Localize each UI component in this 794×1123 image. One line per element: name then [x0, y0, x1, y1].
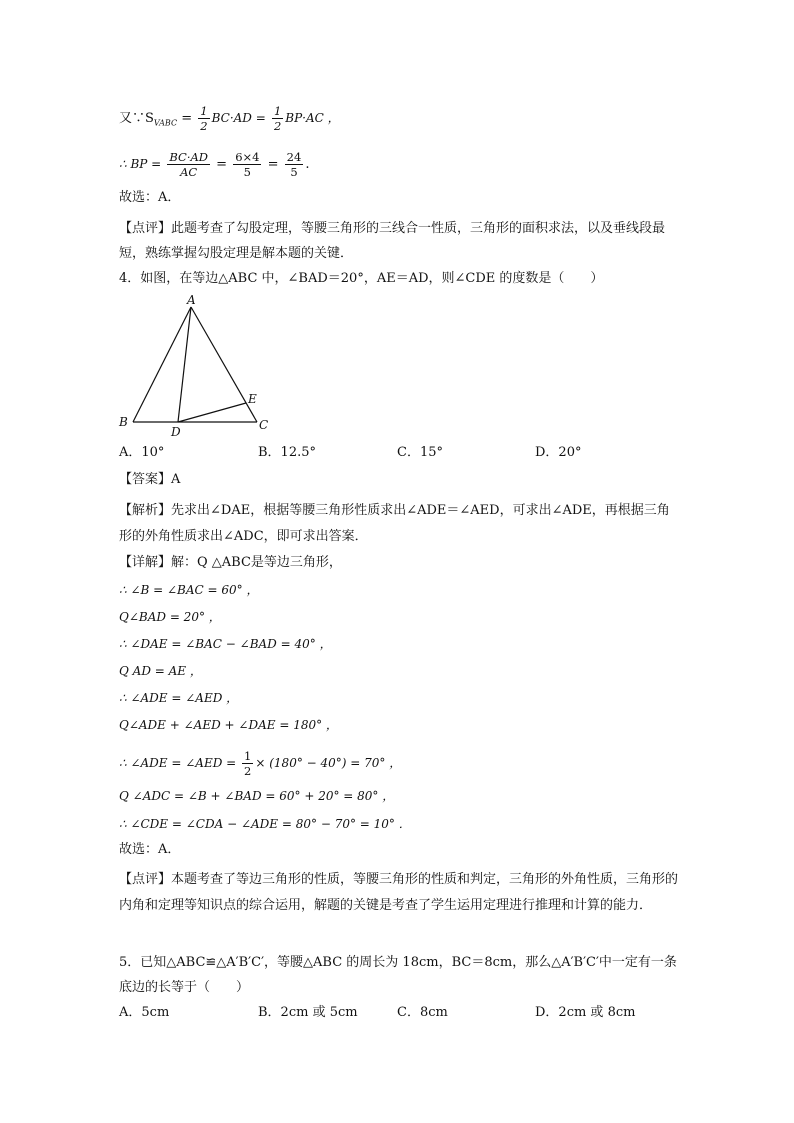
area-formula-line	[119, 104, 340, 133]
q4-choice: 故选：A．	[119, 842, 181, 857]
equals-sign-2: =	[216, 157, 228, 172]
q5-option-c: C．8cm	[397, 1005, 448, 1020]
label-a: A	[187, 293, 196, 307]
q4-analysis: 【解析】先求出∠DAE，根据等腰三角形性质求出∠ADE＝∠AED，可求出∠ADE，再根据三角形的外角性质求出∠ADC，即可求出答案．	[119, 503, 670, 544]
q4-step-5: ∴ ∠ADE = ∠AED ，	[119, 691, 239, 705]
bp-fraction-1: $\frac{BC\cdot AD}{AC}$	[169, 150, 209, 179]
q4-figure	[110, 290, 280, 440]
side-ab	[133, 307, 191, 422]
q5-option-b: B．2cm 或 5cm	[258, 1005, 358, 1020]
label-c: C	[259, 418, 269, 432]
q4-detail-head: 【详解】解：Q △ABC是等边三角形，	[119, 555, 342, 570]
q4-option-b: B．12.5°	[258, 445, 316, 460]
q5-stem: 5．已知△ABC≌△A′B′C′，等腰△ABC 的周长为 18cm，BC＝8cm，那么△A′B′C′中一定有一条底边的长等于（ ）	[119, 955, 677, 995]
bp-formula-line	[119, 150, 309, 179]
q4-answer: 【答案】A	[119, 472, 181, 487]
label-e: E	[248, 392, 257, 406]
half-fraction-2: $\frac{1}{2}$	[273, 104, 282, 133]
q4-option-a: A．10°	[119, 445, 165, 460]
segment-de	[178, 403, 246, 422]
half-fraction: $\frac{1}{2}$	[200, 104, 208, 133]
q5-option-a: A．5cm	[119, 1005, 170, 1020]
equals-sign-3: =	[267, 157, 279, 172]
area-end: BP·AC ，	[285, 111, 340, 125]
step7-prefix: ∴ ∠ADE = ∠AED =	[119, 756, 237, 770]
step7-fraction: $\frac{1}{2}$	[244, 749, 252, 778]
area-middle: BC·AD =	[211, 111, 266, 125]
q4-stem: 4．如图，在等边△ABC 中，∠BAD＝20°，AE＝AD，则∠CDE 的度数是（ ）	[119, 271, 604, 286]
q4-comment: 【点评】本题考查了等边三角形的性质，等腰三角形的性质和判定，三角形的外角性质，三角形的内角和定理等知识点的综合运用，解题的关键是考查了学生运用定理进行推理和计算的能力．	[119, 872, 679, 913]
label-d: D	[171, 425, 181, 439]
q4-step-2: Q∠BAD = 20° ，	[119, 610, 221, 624]
q4-step-8: Q ∠ADC = ∠B + ∠BAD = 60° + 20° = 80° ，	[119, 789, 395, 803]
equals-sign: =	[181, 111, 193, 126]
q5-option-d: D．2cm 或 8cm	[535, 1005, 636, 1020]
q4-step-3: ∴ ∠DAE = ∠BAC − ∠BAD = 40° ，	[119, 637, 332, 651]
q4-step-1: ∴ ∠B = ∠BAC = 60° ，	[119, 583, 259, 597]
area-prefix: 又∵S	[119, 111, 154, 126]
q3-choice: 故选：A．	[119, 190, 181, 205]
label-b: B	[119, 415, 128, 429]
area-subscript: VABC	[153, 118, 178, 128]
bp-fraction-3: $\frac{24}{5}$	[286, 150, 302, 179]
q4-step-9: ∴ ∠CDE = ∠CDA − ∠ADE = 80° − 70° = 10° ．	[119, 817, 411, 831]
q3-comment: 【点评】此题考查了勾股定理，等腰三角形的三线合一性质，三角形的面积求法，以及垂线段最短，熟练掌握勾股定理是解本题的关键．	[119, 221, 666, 261]
bp-fraction-2: $\frac{6\times 4}{5}$	[235, 150, 260, 179]
q4-step-7	[119, 749, 401, 778]
bp-end: .	[305, 157, 310, 172]
q4-option-c: C．15°	[397, 445, 443, 460]
bp-prefix: ∴ BP =	[119, 157, 162, 171]
step7-suffix: × (180° − 40°) = 70° ，	[255, 756, 402, 770]
segment-ad	[178, 307, 191, 422]
q4-step-4: Q AD = AE ，	[119, 664, 202, 678]
q4-option-d: D．20°	[535, 445, 582, 460]
q4-step-6: Q∠ADE + ∠AED + ∠DAE = 180° ，	[119, 718, 338, 732]
